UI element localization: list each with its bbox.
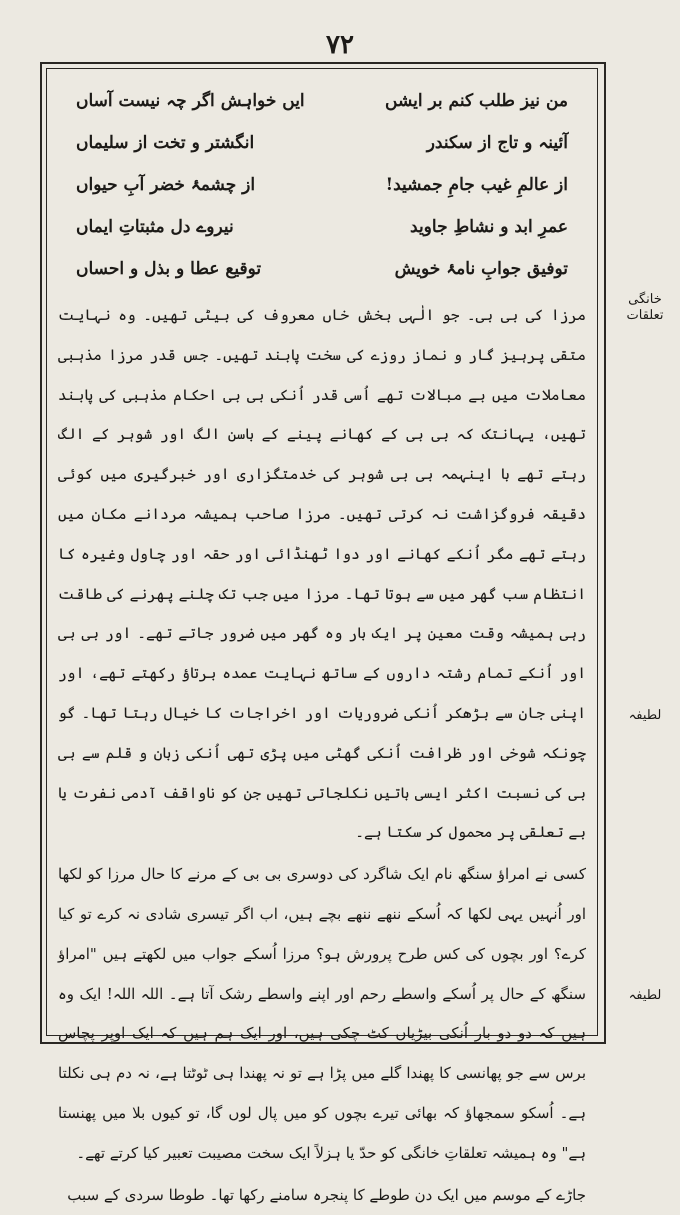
verse-right-hemistich: از عالمِ غیب جامِ جمشید! — [385, 175, 568, 195]
page-number: ۷۲ — [326, 30, 354, 60]
margin-note-anecdote-2: لطیفہ — [628, 988, 662, 1003]
verse-right-hemistich: آئینہ و تاج از سکندر — [426, 133, 568, 153]
verse-left-hemistich: از چشمۂ خضر آبِ حیواں — [76, 175, 256, 195]
paragraph-household: مرزا کی بی بی۔ جو الٰہی بخش خاں معروف کی بیٹی تھیں۔ وہ نہایت متقی پرہیز گار و نماز روزے کی سخت پابند تھیں۔ جس قدر مرزا مذہبی معاملات میں بے مبالات تھے اُسی قدر اُنکی بی بی احکام مذہبی کی پابند تھیں، یہانتک کہ بی بی کے کھانے پینے کے باسن الگ اور شوہر کے الگ رہتے تھے با اینہمہ بی بی شوہر کی خدمتگزاری اور خبرگیری میں کوئی دقیقہ فروگزاشت نہ کرتی تھیں۔ مرزا صاحب ہمیشہ مردانے مکان میں رہتے تھے مگر اُنکے کھانے اور دوا ٹھنڈائی اور حقہ اور چاول وغیرہ کا انتظام سب گھر میں سے ہوتا تھا۔ مرزا میں جب تک چلنے پھرنے کی طاقت رہی ہمیشہ وقت معین پر ایک بار وہ گھر میں ضرور جاتے تھے۔ اور بی بی اور اُنکے تمام رشتہ داروں کے ساتھ نہایت عمدہ برتاؤ رکھتے تھے، اور اپنی جان سے بڑھکر اُنکی ضروریات اور اخراجات کا خیال رہتا تھا۔ گو چونکہ شوخی اور ظرافت اُنکی گھٹی میں پڑی تھی اُنکی زبان و قلم سے بی بی کی نسبت اکثر ایسی باتیں نکلجاتی تھیں جن کو ناواقف آدمی نفرت یا بے تعلقی پر محمول کر سکتا ہے۔ — [58, 306, 586, 842]
verse-line — [58, 80, 586, 122]
margin-note-household: خانگی تعلقات — [626, 292, 664, 323]
verse-line — [58, 206, 586, 248]
verse-right-hemistich: من نیز طلب کنم بر ایشں — [385, 91, 568, 111]
verse-right-hemistich: توفیق جوابِ نامۂ خویش — [394, 259, 568, 279]
verse-right-hemistich: عمرِ ابد و نشاطِ جاوید — [410, 217, 568, 237]
verse-left-hemistich: ایں خواہش اگر چہ نیست آساں — [76, 91, 305, 111]
verse-block — [58, 80, 586, 290]
verse-line — [58, 164, 586, 206]
page-content — [58, 80, 586, 1204]
verse-left-hemistich: نیروے دل مثبتاتِ ایماں — [76, 217, 234, 237]
verse-left-hemistich: توقیع عطا و بذل و احساں — [76, 259, 262, 279]
paragraph-anecdote: کسی نے امراؤ سنگھ نام ایک شاگرد کی دوسری بی بی کے مرنے کا حال مرزا کو لکھا اور اُنہیں یہی لکھا کہ اُسکے ننھے ننھے بچے ہیں، اب اگر تیسری شادی نہ کرے تو کیا کرے؟ اور بچوں کی کس طرح پرورش ہو؟ مرزا اُسکے جواب میں لکھتے ہیں "امراؤ سنگھ کے حال پر اُسکے واسطے رحم اور اپنے واسطے رشک آتا ہے۔ اللہ اللہ! ایک وہ ہیں کہ دو دو بار اُنکی بیڑیاں کٹ چکی ہیں، اور ایک ہم ہیں کہ ایک اوپر پچاس برس سے جو پھانسی کا پھندا گلے میں پڑا ہے تو نہ پھندا ہی ٹوٹتا ہے، نہ دم ہی نکلتا ہے۔ اُسکو سمجھاؤ کہ بھائی تیرے بچوں کو میں پال لوں گا، تو کیوں بلا میں پھنستا ہے" وہ ہمیشہ تعلقاتِ خانگی کو حدّ یا ہزلاً ایک سخت مصیبت تعبیر کیا کرتے تھے۔ — [58, 865, 586, 1162]
paragraph-anecdote-parrot: جاڑے کے موسم میں ایک دن طوطے کا پنجرہ سامنے رکھا تھا۔ طوطا سردی کے سبب — [67, 1185, 586, 1204]
margin-note-anecdote: لطیفہ — [628, 708, 662, 723]
verse-line — [58, 248, 586, 290]
prose-body — [58, 296, 586, 1215]
verse-line — [58, 122, 586, 164]
verse-left-hemistich: انگشتر و تخت از سلیماں — [76, 133, 255, 153]
